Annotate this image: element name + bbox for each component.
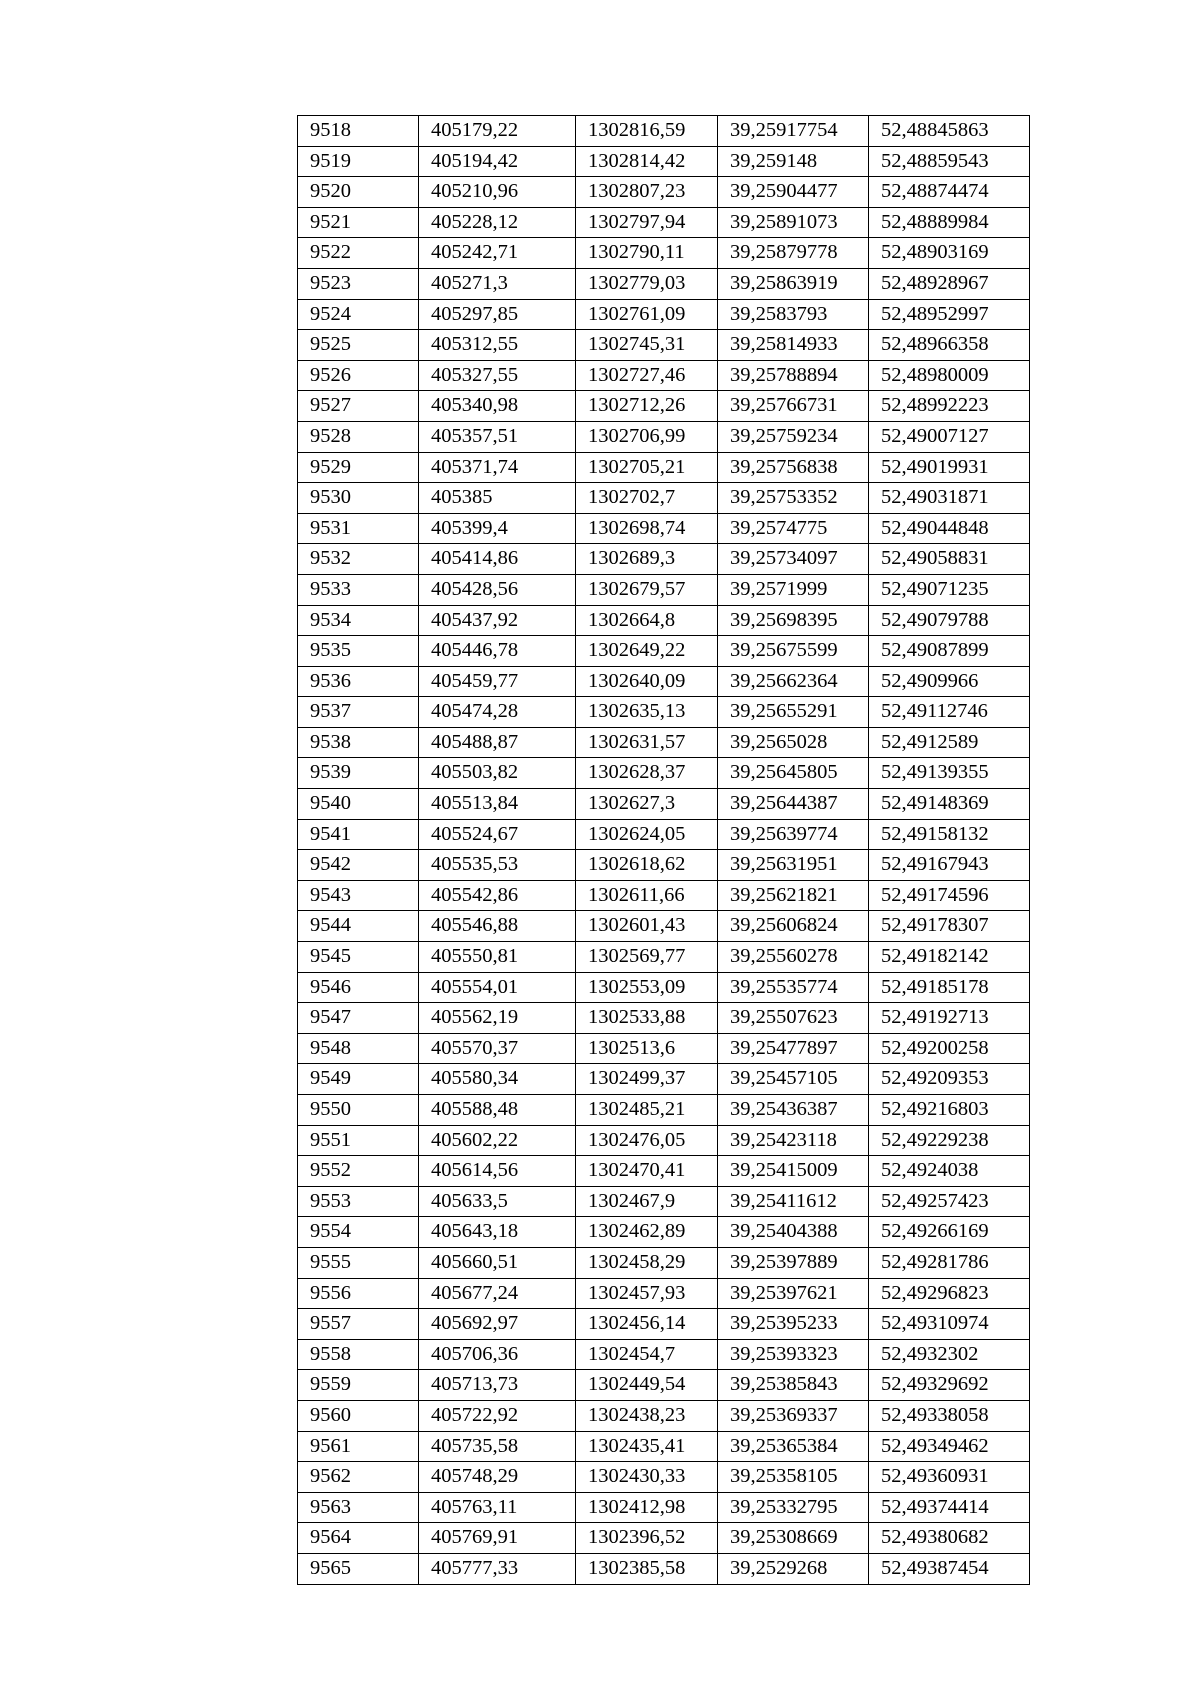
x-coordinate-cell: 405713,73 — [419, 1370, 576, 1401]
y-coordinate-cell: 1302456,14 — [576, 1309, 718, 1340]
y-coordinate-cell: 1302553,09 — [576, 972, 718, 1003]
table-row — [298, 1156, 1030, 1187]
latitude-cell: 39,25766731 — [718, 391, 869, 422]
y-coordinate-cell: 1302385,58 — [576, 1553, 718, 1584]
longitude-cell: 52,48845863 — [869, 116, 1030, 147]
x-coordinate-cell: 405414,86 — [419, 544, 576, 575]
y-coordinate-cell: 1302513,6 — [576, 1033, 718, 1064]
table-row — [298, 116, 1030, 147]
table-row — [298, 177, 1030, 208]
longitude-cell: 52,49031871 — [869, 483, 1030, 514]
point-number-cell: 9538 — [298, 727, 419, 758]
point-number-cell: 9536 — [298, 666, 419, 697]
longitude-cell: 52,49158132 — [869, 819, 1030, 850]
longitude-cell: 52,49281786 — [869, 1247, 1030, 1278]
x-coordinate-cell: 405242,71 — [419, 238, 576, 269]
y-coordinate-cell: 1302457,93 — [576, 1278, 718, 1309]
y-coordinate-cell: 1302631,57 — [576, 727, 718, 758]
x-coordinate-cell: 405437,92 — [419, 605, 576, 636]
y-coordinate-cell: 1302702,7 — [576, 483, 718, 514]
point-number-cell: 9519 — [298, 146, 419, 177]
point-number-cell: 9564 — [298, 1523, 419, 1554]
y-coordinate-cell: 1302814,42 — [576, 146, 718, 177]
table-row — [298, 911, 1030, 942]
point-number-cell: 9539 — [298, 758, 419, 789]
longitude-cell: 52,49185178 — [869, 972, 1030, 1003]
latitude-cell: 39,25606824 — [718, 911, 869, 942]
longitude-cell: 52,49216803 — [869, 1095, 1030, 1126]
table-row — [298, 1095, 1030, 1126]
point-number-cell: 9541 — [298, 819, 419, 850]
longitude-cell: 52,48928967 — [869, 268, 1030, 299]
latitude-cell: 39,25397621 — [718, 1278, 869, 1309]
table-row — [298, 1217, 1030, 1248]
point-number-cell: 9560 — [298, 1400, 419, 1431]
y-coordinate-cell: 1302664,8 — [576, 605, 718, 636]
longitude-cell: 52,49071235 — [869, 574, 1030, 605]
latitude-cell: 39,259148 — [718, 146, 869, 177]
point-number-cell: 9543 — [298, 880, 419, 911]
longitude-cell: 52,49167943 — [869, 850, 1030, 881]
y-coordinate-cell: 1302689,3 — [576, 544, 718, 575]
y-coordinate-cell: 1302727,46 — [576, 360, 718, 391]
y-coordinate-cell: 1302611,66 — [576, 880, 718, 911]
table-row — [298, 1064, 1030, 1095]
x-coordinate-cell: 405722,92 — [419, 1400, 576, 1431]
latitude-cell: 39,25621821 — [718, 880, 869, 911]
longitude-cell: 52,49310974 — [869, 1309, 1030, 1340]
latitude-cell: 39,25395233 — [718, 1309, 869, 1340]
longitude-cell: 52,48874474 — [869, 177, 1030, 208]
x-coordinate-cell: 405513,84 — [419, 789, 576, 820]
point-number-cell: 9552 — [298, 1156, 419, 1187]
table-row — [298, 1370, 1030, 1401]
x-coordinate-cell: 405524,67 — [419, 819, 576, 850]
table-row — [298, 697, 1030, 728]
table-row — [298, 1431, 1030, 1462]
longitude-cell: 52,4924038 — [869, 1156, 1030, 1187]
latitude-cell: 39,25457105 — [718, 1064, 869, 1095]
y-coordinate-cell: 1302470,41 — [576, 1156, 718, 1187]
longitude-cell: 52,49182142 — [869, 942, 1030, 973]
point-number-cell: 9537 — [298, 697, 419, 728]
y-coordinate-cell: 1302462,89 — [576, 1217, 718, 1248]
latitude-cell: 39,25560278 — [718, 942, 869, 973]
table-row — [298, 238, 1030, 269]
table-row — [298, 727, 1030, 758]
x-coordinate-cell: 405297,85 — [419, 299, 576, 330]
latitude-cell: 39,2571999 — [718, 574, 869, 605]
point-number-cell: 9531 — [298, 513, 419, 544]
y-coordinate-cell: 1302797,94 — [576, 207, 718, 238]
table-row — [298, 1339, 1030, 1370]
x-coordinate-cell: 405602,22 — [419, 1125, 576, 1156]
x-coordinate-cell: 405735,58 — [419, 1431, 576, 1462]
y-coordinate-cell: 1302485,21 — [576, 1095, 718, 1126]
x-coordinate-cell: 405474,28 — [419, 697, 576, 728]
point-number-cell: 9534 — [298, 605, 419, 636]
coordinates-table — [297, 115, 1030, 1585]
point-number-cell: 9542 — [298, 850, 419, 881]
x-coordinate-cell: 405554,01 — [419, 972, 576, 1003]
x-coordinate-cell: 405777,33 — [419, 1553, 576, 1584]
y-coordinate-cell: 1302679,57 — [576, 574, 718, 605]
longitude-cell: 52,49209353 — [869, 1064, 1030, 1095]
longitude-cell: 52,49174596 — [869, 880, 1030, 911]
y-coordinate-cell: 1302499,37 — [576, 1064, 718, 1095]
table-row — [298, 1523, 1030, 1554]
table-row — [298, 1186, 1030, 1217]
x-coordinate-cell: 405660,51 — [419, 1247, 576, 1278]
point-number-cell: 9562 — [298, 1462, 419, 1493]
longitude-cell: 52,49087899 — [869, 636, 1030, 667]
table-row — [298, 1462, 1030, 1493]
x-coordinate-cell: 405542,86 — [419, 880, 576, 911]
longitude-cell: 52,48952997 — [869, 299, 1030, 330]
latitude-cell: 39,25753352 — [718, 483, 869, 514]
point-number-cell: 9533 — [298, 574, 419, 605]
point-number-cell: 9553 — [298, 1186, 419, 1217]
longitude-cell: 52,49044848 — [869, 513, 1030, 544]
longitude-cell: 52,48903169 — [869, 238, 1030, 269]
longitude-cell: 52,49296823 — [869, 1278, 1030, 1309]
x-coordinate-cell: 405570,37 — [419, 1033, 576, 1064]
table-row — [298, 483, 1030, 514]
latitude-cell: 39,25891073 — [718, 207, 869, 238]
table-row — [298, 1278, 1030, 1309]
x-coordinate-cell: 405228,12 — [419, 207, 576, 238]
table-row — [298, 819, 1030, 850]
latitude-cell: 39,25814933 — [718, 330, 869, 361]
longitude-cell: 52,48966358 — [869, 330, 1030, 361]
point-number-cell: 9545 — [298, 942, 419, 973]
x-coordinate-cell: 405562,19 — [419, 1003, 576, 1034]
table-row — [298, 942, 1030, 973]
x-coordinate-cell: 405633,5 — [419, 1186, 576, 1217]
coordinates-table-body — [298, 116, 1030, 1585]
longitude-cell: 52,48992223 — [869, 391, 1030, 422]
latitude-cell: 39,25756838 — [718, 452, 869, 483]
latitude-cell: 39,25917754 — [718, 116, 869, 147]
latitude-cell: 39,25507623 — [718, 1003, 869, 1034]
longitude-cell: 52,49019931 — [869, 452, 1030, 483]
longitude-cell: 52,49349462 — [869, 1431, 1030, 1462]
y-coordinate-cell: 1302761,09 — [576, 299, 718, 330]
y-coordinate-cell: 1302712,26 — [576, 391, 718, 422]
latitude-cell: 39,25423118 — [718, 1125, 869, 1156]
latitude-cell: 39,2574775 — [718, 513, 869, 544]
table-row — [298, 1553, 1030, 1584]
point-number-cell: 9547 — [298, 1003, 419, 1034]
table-row — [298, 1003, 1030, 1034]
x-coordinate-cell: 405503,82 — [419, 758, 576, 789]
latitude-cell: 39,25639774 — [718, 819, 869, 850]
point-number-cell: 9549 — [298, 1064, 419, 1095]
x-coordinate-cell: 405327,55 — [419, 360, 576, 391]
x-coordinate-cell: 405179,22 — [419, 116, 576, 147]
x-coordinate-cell: 405459,77 — [419, 666, 576, 697]
point-number-cell: 9518 — [298, 116, 419, 147]
longitude-cell: 52,49387454 — [869, 1553, 1030, 1584]
latitude-cell: 39,2583793 — [718, 299, 869, 330]
latitude-cell: 39,25644387 — [718, 789, 869, 820]
x-coordinate-cell: 405446,78 — [419, 636, 576, 667]
table-row — [298, 1033, 1030, 1064]
point-number-cell: 9559 — [298, 1370, 419, 1401]
point-number-cell: 9529 — [298, 452, 419, 483]
longitude-cell: 52,49192713 — [869, 1003, 1030, 1034]
table-row — [298, 1492, 1030, 1523]
table-row — [298, 268, 1030, 299]
latitude-cell: 39,25436387 — [718, 1095, 869, 1126]
point-number-cell: 9544 — [298, 911, 419, 942]
x-coordinate-cell: 405692,97 — [419, 1309, 576, 1340]
x-coordinate-cell: 405271,3 — [419, 268, 576, 299]
latitude-cell: 39,25759234 — [718, 421, 869, 452]
latitude-cell: 39,25675599 — [718, 636, 869, 667]
y-coordinate-cell: 1302635,13 — [576, 697, 718, 728]
longitude-cell: 52,4909966 — [869, 666, 1030, 697]
point-number-cell: 9540 — [298, 789, 419, 820]
point-number-cell: 9556 — [298, 1278, 419, 1309]
longitude-cell: 52,49112746 — [869, 697, 1030, 728]
y-coordinate-cell: 1302779,03 — [576, 268, 718, 299]
point-number-cell: 9526 — [298, 360, 419, 391]
point-number-cell: 9563 — [298, 1492, 419, 1523]
x-coordinate-cell: 405312,55 — [419, 330, 576, 361]
latitude-cell: 39,25404388 — [718, 1217, 869, 1248]
y-coordinate-cell: 1302601,43 — [576, 911, 718, 942]
table-row — [298, 1247, 1030, 1278]
point-number-cell: 9557 — [298, 1309, 419, 1340]
latitude-cell: 39,25411612 — [718, 1186, 869, 1217]
point-number-cell: 9535 — [298, 636, 419, 667]
longitude-cell: 52,48889984 — [869, 207, 1030, 238]
latitude-cell: 39,25393323 — [718, 1339, 869, 1370]
x-coordinate-cell: 405371,74 — [419, 452, 576, 483]
longitude-cell: 52,49229238 — [869, 1125, 1030, 1156]
latitude-cell: 39,25734097 — [718, 544, 869, 575]
x-coordinate-cell: 405748,29 — [419, 1462, 576, 1493]
longitude-cell: 52,4912589 — [869, 727, 1030, 758]
latitude-cell: 39,25358105 — [718, 1462, 869, 1493]
x-coordinate-cell: 405550,81 — [419, 942, 576, 973]
x-coordinate-cell: 405488,87 — [419, 727, 576, 758]
y-coordinate-cell: 1302467,9 — [576, 1186, 718, 1217]
longitude-cell: 52,49360931 — [869, 1462, 1030, 1493]
point-number-cell: 9530 — [298, 483, 419, 514]
table-row — [298, 452, 1030, 483]
y-coordinate-cell: 1302627,3 — [576, 789, 718, 820]
point-number-cell: 9523 — [298, 268, 419, 299]
latitude-cell: 39,25631951 — [718, 850, 869, 881]
table-row — [298, 758, 1030, 789]
table-row — [298, 299, 1030, 330]
table-row — [298, 513, 1030, 544]
point-number-cell: 9525 — [298, 330, 419, 361]
table-row — [298, 391, 1030, 422]
table-row — [298, 789, 1030, 820]
y-coordinate-cell: 1302628,37 — [576, 758, 718, 789]
latitude-cell: 39,25904477 — [718, 177, 869, 208]
y-coordinate-cell: 1302816,59 — [576, 116, 718, 147]
latitude-cell: 39,25655291 — [718, 697, 869, 728]
x-coordinate-cell: 405357,51 — [419, 421, 576, 452]
y-coordinate-cell: 1302640,09 — [576, 666, 718, 697]
point-number-cell: 9520 — [298, 177, 419, 208]
point-number-cell: 9548 — [298, 1033, 419, 1064]
x-coordinate-cell: 405210,96 — [419, 177, 576, 208]
x-coordinate-cell: 405399,4 — [419, 513, 576, 544]
point-number-cell: 9528 — [298, 421, 419, 452]
latitude-cell: 39,25788894 — [718, 360, 869, 391]
y-coordinate-cell: 1302790,11 — [576, 238, 718, 269]
point-number-cell: 9551 — [298, 1125, 419, 1156]
longitude-cell: 52,49257423 — [869, 1186, 1030, 1217]
y-coordinate-cell: 1302698,74 — [576, 513, 718, 544]
x-coordinate-cell: 405535,53 — [419, 850, 576, 881]
y-coordinate-cell: 1302533,88 — [576, 1003, 718, 1034]
longitude-cell: 52,49380682 — [869, 1523, 1030, 1554]
latitude-cell: 39,25477897 — [718, 1033, 869, 1064]
latitude-cell: 39,25365384 — [718, 1431, 869, 1462]
latitude-cell: 39,25698395 — [718, 605, 869, 636]
table-row — [298, 421, 1030, 452]
latitude-cell: 39,25332795 — [718, 1492, 869, 1523]
longitude-cell: 52,49139355 — [869, 758, 1030, 789]
longitude-cell: 52,49058831 — [869, 544, 1030, 575]
latitude-cell: 39,25645805 — [718, 758, 869, 789]
table-row — [298, 544, 1030, 575]
longitude-cell: 52,49148369 — [869, 789, 1030, 820]
y-coordinate-cell: 1302449,54 — [576, 1370, 718, 1401]
latitude-cell: 39,25369337 — [718, 1400, 869, 1431]
point-number-cell: 9524 — [298, 299, 419, 330]
x-coordinate-cell: 405588,48 — [419, 1095, 576, 1126]
longitude-cell: 52,49338058 — [869, 1400, 1030, 1431]
y-coordinate-cell: 1302807,23 — [576, 177, 718, 208]
point-number-cell: 9554 — [298, 1217, 419, 1248]
longitude-cell: 52,49329692 — [869, 1370, 1030, 1401]
y-coordinate-cell: 1302705,21 — [576, 452, 718, 483]
y-coordinate-cell: 1302706,99 — [576, 421, 718, 452]
longitude-cell: 52,48859543 — [869, 146, 1030, 177]
x-coordinate-cell: 405677,24 — [419, 1278, 576, 1309]
table-row — [298, 666, 1030, 697]
x-coordinate-cell: 405706,36 — [419, 1339, 576, 1370]
table-row — [298, 574, 1030, 605]
point-number-cell: 9532 — [298, 544, 419, 575]
x-coordinate-cell: 405194,42 — [419, 146, 576, 177]
y-coordinate-cell: 1302458,29 — [576, 1247, 718, 1278]
point-number-cell: 9527 — [298, 391, 419, 422]
latitude-cell: 39,25415009 — [718, 1156, 869, 1187]
y-coordinate-cell: 1302412,98 — [576, 1492, 718, 1523]
longitude-cell: 52,49266169 — [869, 1217, 1030, 1248]
point-number-cell: 9558 — [298, 1339, 419, 1370]
table-row — [298, 880, 1030, 911]
latitude-cell: 39,25535774 — [718, 972, 869, 1003]
table-row — [298, 146, 1030, 177]
x-coordinate-cell: 405763,11 — [419, 1492, 576, 1523]
table-row — [298, 636, 1030, 667]
point-number-cell: 9555 — [298, 1247, 419, 1278]
point-number-cell: 9522 — [298, 238, 419, 269]
point-number-cell: 9561 — [298, 1431, 419, 1462]
latitude-cell: 39,25879778 — [718, 238, 869, 269]
y-coordinate-cell: 1302438,23 — [576, 1400, 718, 1431]
y-coordinate-cell: 1302396,52 — [576, 1523, 718, 1554]
point-number-cell: 9521 — [298, 207, 419, 238]
longitude-cell: 52,49374414 — [869, 1492, 1030, 1523]
y-coordinate-cell: 1302745,31 — [576, 330, 718, 361]
latitude-cell: 39,2529268 — [718, 1553, 869, 1584]
x-coordinate-cell: 405643,18 — [419, 1217, 576, 1248]
x-coordinate-cell: 405546,88 — [419, 911, 576, 942]
longitude-cell: 52,49200258 — [869, 1033, 1030, 1064]
table-row — [298, 360, 1030, 391]
table-row — [298, 605, 1030, 636]
y-coordinate-cell: 1302435,41 — [576, 1431, 718, 1462]
x-coordinate-cell: 405385 — [419, 483, 576, 514]
x-coordinate-cell: 405340,98 — [419, 391, 576, 422]
y-coordinate-cell: 1302454,7 — [576, 1339, 718, 1370]
table-row — [298, 1125, 1030, 1156]
y-coordinate-cell: 1302430,33 — [576, 1462, 718, 1493]
table-row — [298, 1400, 1030, 1431]
y-coordinate-cell: 1302624,05 — [576, 819, 718, 850]
table-row — [298, 850, 1030, 881]
table-row — [298, 330, 1030, 361]
latitude-cell: 39,25662364 — [718, 666, 869, 697]
longitude-cell: 52,49007127 — [869, 421, 1030, 452]
latitude-cell: 39,25863919 — [718, 268, 869, 299]
point-number-cell: 9565 — [298, 1553, 419, 1584]
longitude-cell: 52,48980009 — [869, 360, 1030, 391]
y-coordinate-cell: 1302569,77 — [576, 942, 718, 973]
latitude-cell: 39,25397889 — [718, 1247, 869, 1278]
latitude-cell: 39,25385843 — [718, 1370, 869, 1401]
x-coordinate-cell: 405614,56 — [419, 1156, 576, 1187]
table-row — [298, 207, 1030, 238]
x-coordinate-cell: 405580,34 — [419, 1064, 576, 1095]
latitude-cell: 39,2565028 — [718, 727, 869, 758]
longitude-cell: 52,4932302 — [869, 1339, 1030, 1370]
table-row — [298, 1309, 1030, 1340]
y-coordinate-cell: 1302649,22 — [576, 636, 718, 667]
longitude-cell: 52,49178307 — [869, 911, 1030, 942]
y-coordinate-cell: 1302476,05 — [576, 1125, 718, 1156]
point-number-cell: 9546 — [298, 972, 419, 1003]
x-coordinate-cell: 405769,91 — [419, 1523, 576, 1554]
y-coordinate-cell: 1302618,62 — [576, 850, 718, 881]
x-coordinate-cell: 405428,56 — [419, 574, 576, 605]
point-number-cell: 9550 — [298, 1095, 419, 1126]
latitude-cell: 39,25308669 — [718, 1523, 869, 1554]
table-row — [298, 972, 1030, 1003]
longitude-cell: 52,49079788 — [869, 605, 1030, 636]
